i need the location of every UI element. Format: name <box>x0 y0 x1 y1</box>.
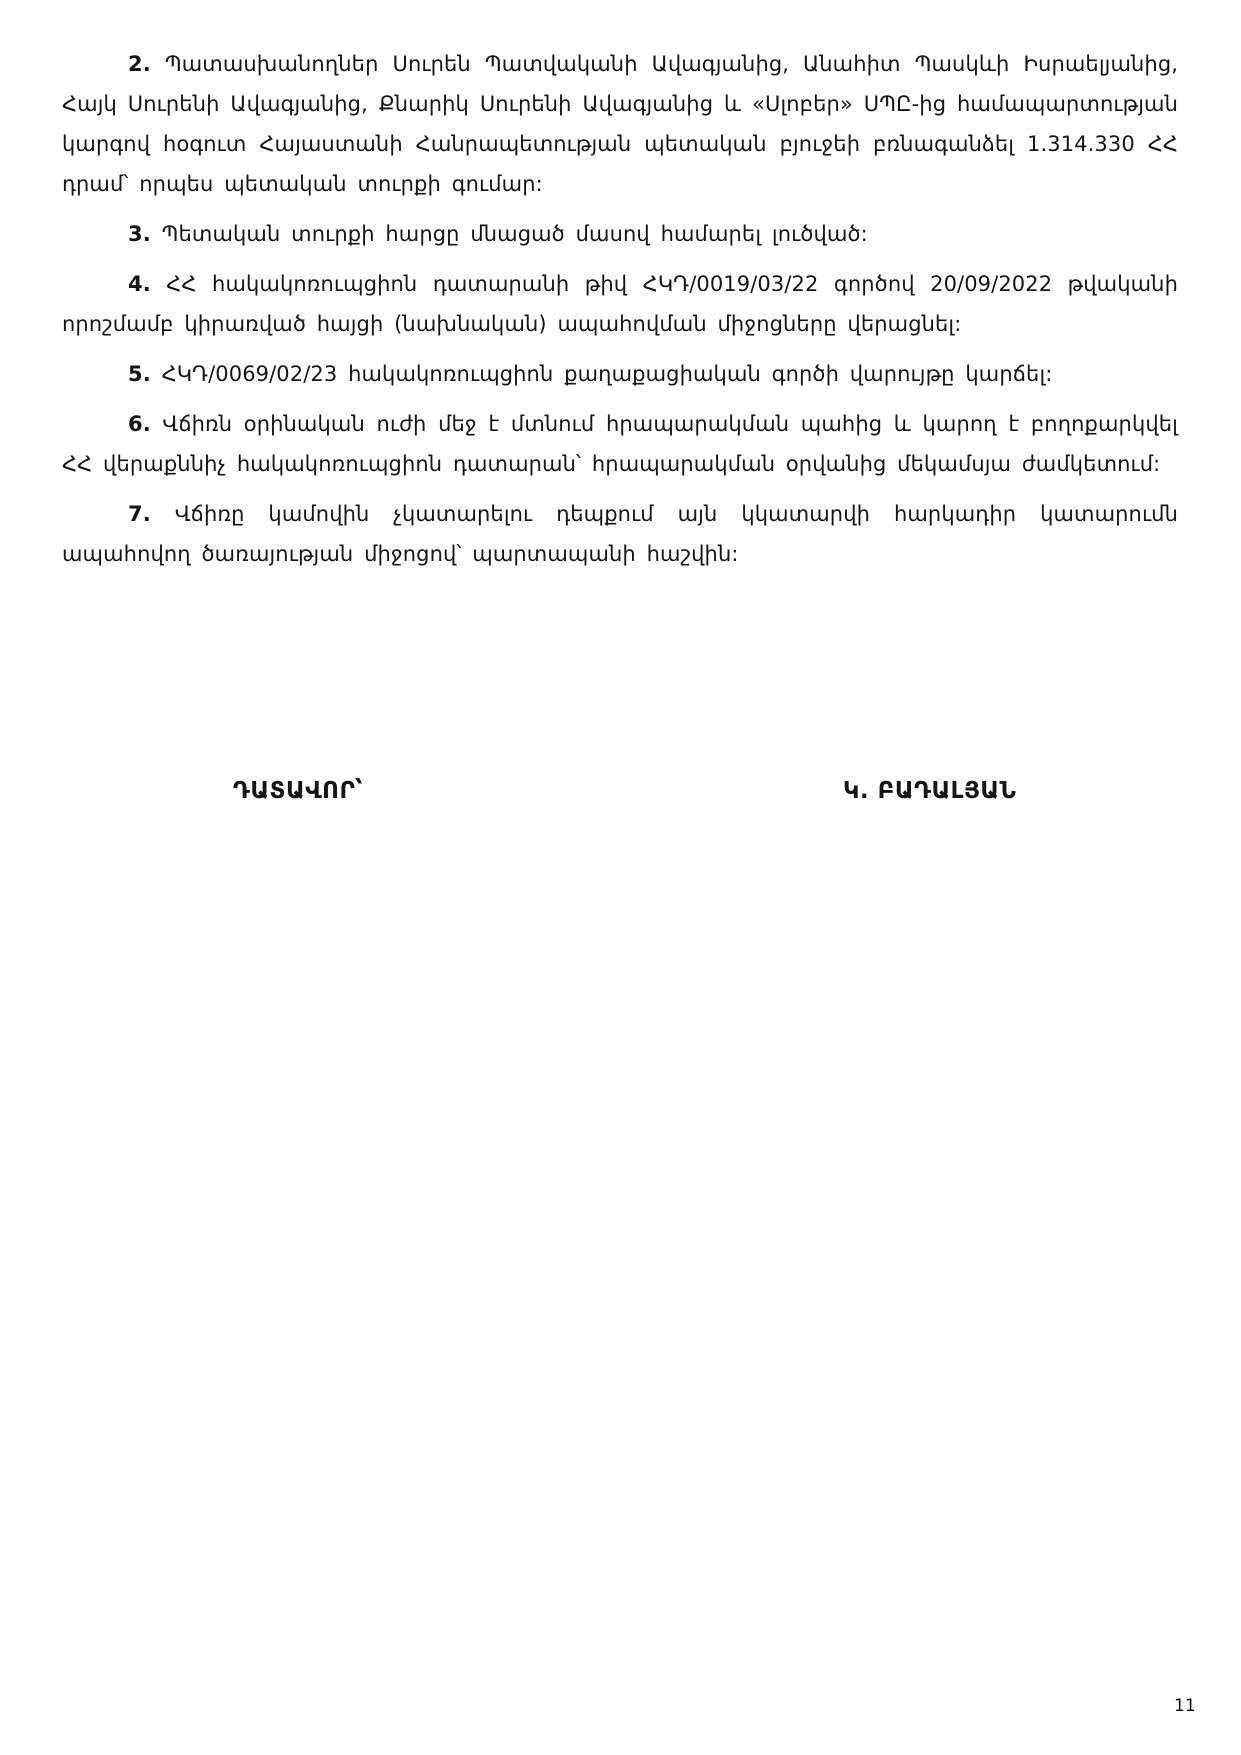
signature-row <box>0 778 1241 812</box>
judge-role-label: ԴԱՏԱՎՈՐ՝ <box>233 778 363 804</box>
judgment-paragraph-2 <box>62 44 1178 204</box>
judgment-paragraph-7 <box>62 494 1178 574</box>
judgment-paragraph-6 <box>62 404 1178 484</box>
paragraph-number: 2. <box>128 52 151 76</box>
paragraph-text: ՀԿԴ/0069/02/23 հակակոռուպցիոն քաղաքացիական գործի վարույթը կարճել: <box>161 362 1053 386</box>
paragraph-number: 5. <box>128 362 151 386</box>
paragraph-number: 4. <box>128 272 151 296</box>
paragraph-text: Պատասխանողներ Սուրեն Պատվականի Ավագյանից, Անահիտ Պասկևի Իսրաելյանից, Հայկ Սուրենի Ավագյանից, Քնարիկ Սուրենի Ավագյանից և «Սլոբեր» ՍՊԸ-ից համապարտության կարգով հօգուտ Հայաստանի Հանրապետության պետական բյուջեի բռնագանձել 1.314.330 ՀՀ դրամ՝ որպես պետական տուրքի գումար: <box>62 52 1178 196</box>
judgment-paragraph-4 <box>62 264 1178 344</box>
paragraph-number: 6. <box>128 412 151 436</box>
paragraph-text: Վճիռը կամովին չկատարելու դեպքում այն կկատարվի հարկադիր կատարումն ապահովող ծառայության միջոցով՝ պարտապանի հաշվին: <box>62 502 1178 566</box>
page-number: 11 <box>1174 1696 1196 1716</box>
paragraph-number: 7. <box>128 502 151 526</box>
paragraph-text: Պետական տուրքի հարցը մնացած մասով համարել լուծված: <box>161 222 868 246</box>
paragraph-number: 3. <box>128 222 151 246</box>
judge-name: Կ. ԲԱԴԱԼՅԱՆ <box>843 778 1017 804</box>
judgment-paragraph-5 <box>62 354 1178 394</box>
judgment-body <box>62 44 1178 584</box>
judgment-paragraph-3 <box>62 214 1178 254</box>
paragraph-text: Վճիռն օրինական ուժի մեջ է մտնում հրապարակման պահից և կարող է բողոքարկվել ՀՀ վերաքննիչ հակակոռուպցիոն դատարան՝ հրապարակման օրվանից մեկամսյա ժամկետում: <box>62 412 1178 476</box>
paragraph-text: ՀՀ հակակոռուպցիոն դատարանի թիվ ՀԿԴ/0019/03/22 գործով 20/09/2022 թվականի որոշմամբ կիրառված հայցի (նախնական) ապահովման միջոցները վերացնել: <box>62 272 1178 336</box>
